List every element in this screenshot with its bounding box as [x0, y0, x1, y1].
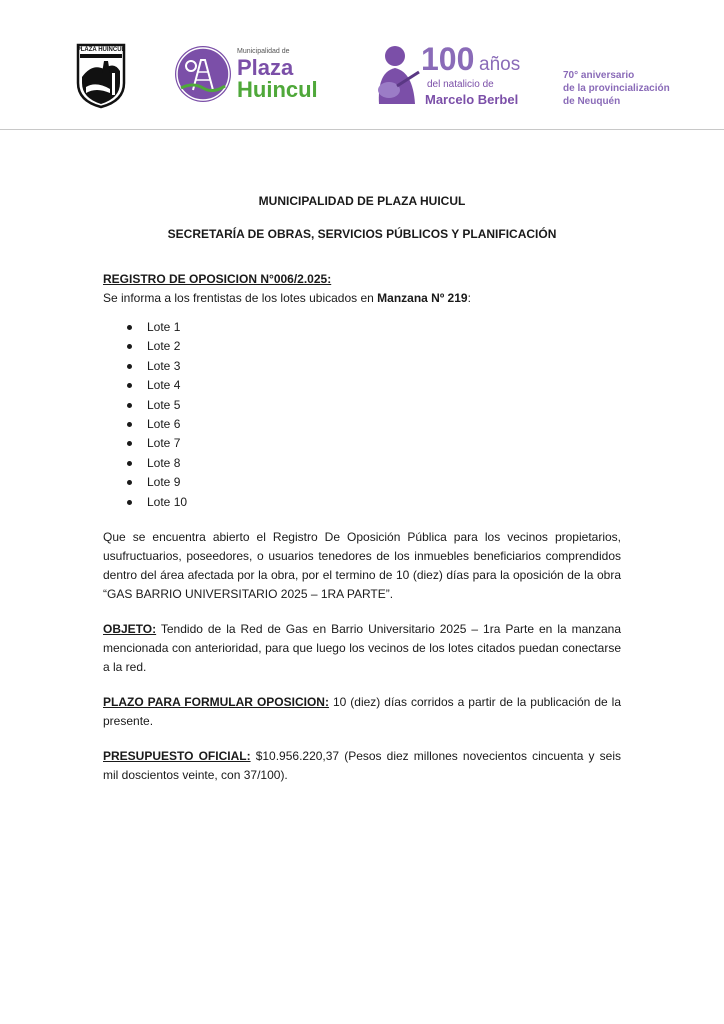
lots-list	[103, 318, 621, 512]
list-item: Lote 4	[103, 376, 621, 395]
list-item: Lote 6	[103, 415, 621, 434]
list-item: Lote 1	[103, 318, 621, 337]
document-title: MUNICIPALIDAD DE PLAZA HUICUL	[258, 194, 466, 208]
municipality-emblem	[175, 46, 231, 102]
centenary-honoree: Marcelo Berbel	[425, 92, 519, 107]
objeto-text: Tendido de la Red de Gas en Barrio Universitario 2025 – 1ra Parte en la manzana mencionada con anterioridad, para que luego los vecinos de los lotes citados puedan conectarse a la red.	[103, 622, 621, 675]
presupuesto-label: PRESUPUESTO OFICIAL:	[103, 749, 251, 764]
shield-text: PLAZA HUINCUL	[76, 47, 126, 53]
municipality-small-label: Municipalidad de	[237, 48, 290, 55]
intro-line	[103, 289, 621, 308]
guitarist-figure-icon	[371, 42, 421, 106]
anniversary-line: de la provincialización	[563, 83, 670, 94]
objeto-paragraph	[103, 620, 621, 677]
oil-derrick-icon	[175, 46, 231, 102]
plaza-huincul-shield-logo	[74, 43, 128, 109]
list-item: Lote 2	[103, 337, 621, 356]
plazo-paragraph	[103, 693, 621, 731]
intro-prefix: Se informa a los frentistas de los lotes ubicados en	[103, 291, 378, 305]
intro-suffix: :	[467, 291, 471, 305]
document-subtitle: SECRETARÍA DE OBRAS, SERVICIOS PÚBLICOS Y PLANIFICACIÓN	[167, 227, 557, 241]
plazo-label: PLAZO PARA FORMULAR OPOSICION:	[103, 695, 329, 710]
anniversary-text	[563, 69, 670, 108]
centenary-subtitle: del natalicio de	[427, 79, 494, 90]
notice-paragraph: Que se encuentra abierto el Registro De Oposición Pública para los vecinos propietarios, usufructuarios, poseedores, o usuarios tenedores de los inmuebles beneficiarios comprendidos dentro del área afectada por la obra, por el termino de 10 (diez) días para la oposición de la obra “GAS BARRIO UNIVERSITARIO 2025 – 1RA PARTE”.	[103, 530, 621, 602]
header-divider	[0, 129, 724, 130]
municipality-name-line1: Plaza	[237, 55, 294, 80]
document-body	[103, 186, 621, 785]
list-item: Lote 9	[103, 473, 621, 492]
list-item: Lote 5	[103, 396, 621, 415]
anniversary-line: 70° aniversario	[563, 70, 635, 81]
letterhead	[0, 0, 724, 132]
centenary-number: 100	[421, 41, 475, 77]
presupuesto-text: $10.956.220,37 (Pesos diez millones novecientos cincuenta y seis mil doscientos veinte, con 37/100).	[103, 749, 622, 783]
list-item: Lote 3	[103, 357, 621, 376]
registry-title: REGISTRO DE OPOSICION N°006/2.025:	[103, 272, 332, 286]
list-item: Lote 10	[103, 493, 621, 512]
list-item: Lote 7	[103, 434, 621, 453]
plazo-text: 10 (diez) días corridos a partir de la publicación de la presente.	[103, 695, 621, 729]
anniversary-line: de Neuquén	[563, 96, 621, 107]
block-number: Manzana Nº 219	[377, 291, 468, 305]
centenary-years-word: años	[479, 54, 521, 75]
municipality-name-line2: Huincul	[237, 77, 318, 102]
presupuesto-paragraph	[103, 747, 621, 785]
objeto-label: OBJETO:	[103, 622, 157, 637]
list-item: Lote 8	[103, 454, 621, 473]
